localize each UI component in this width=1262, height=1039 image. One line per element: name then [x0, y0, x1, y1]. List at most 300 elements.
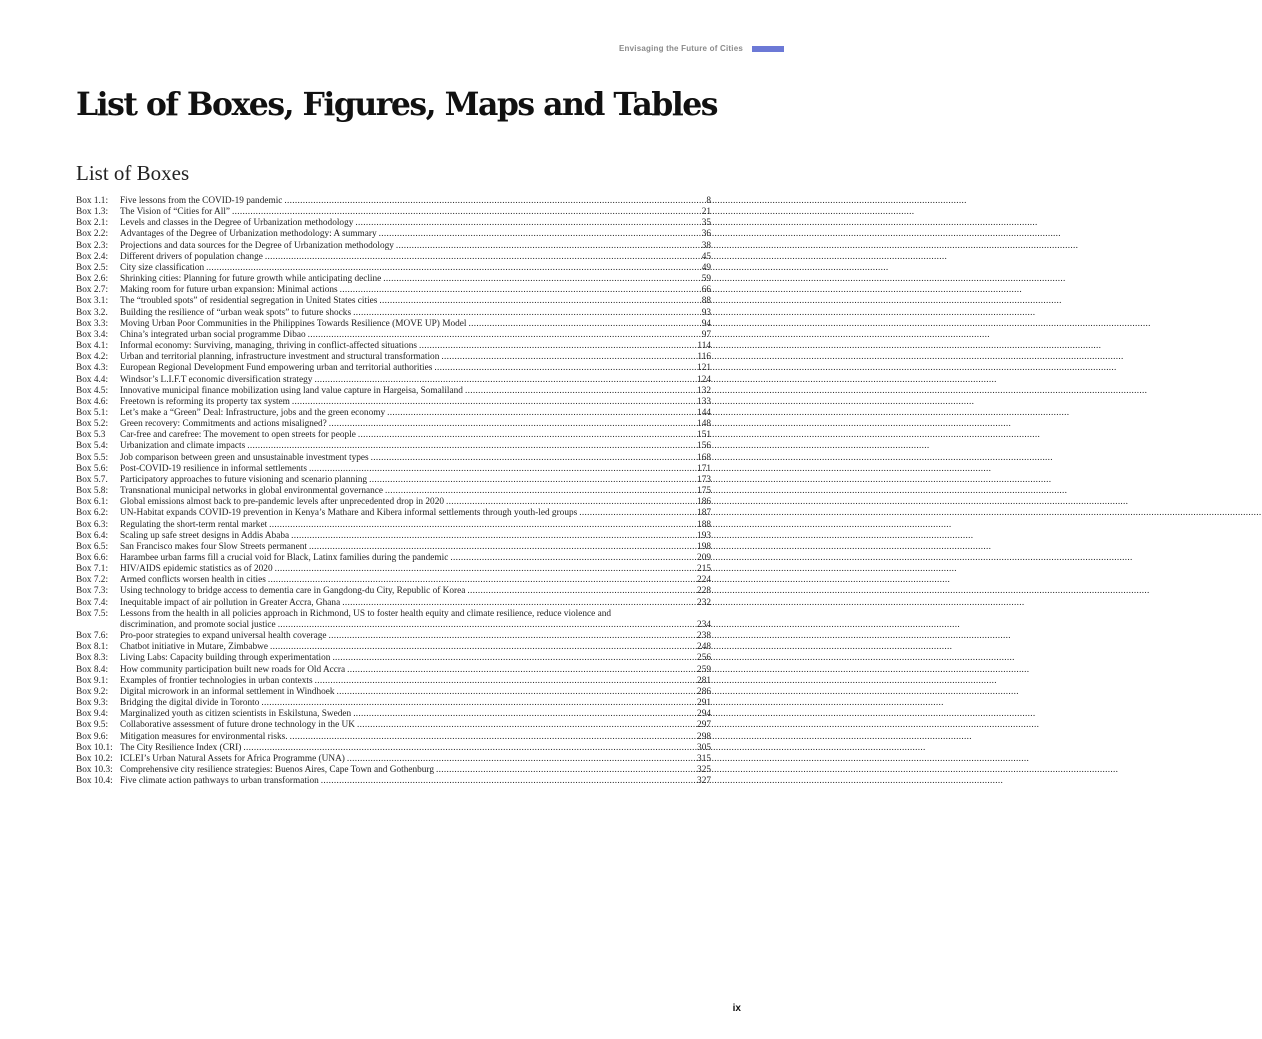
toc-entry-body	[120, 341, 711, 352]
toc-entry-title: The Vision of “Cities for All”	[120, 207, 231, 218]
toc-entry[interactable]	[76, 598, 711, 609]
toc-entry-number: Box 9.3:	[76, 698, 109, 709]
toc-entry[interactable]	[76, 263, 711, 274]
dot-leader	[268, 575, 696, 586]
dot-leader	[284, 196, 705, 207]
toc-entry-number: Box 10.4:	[76, 776, 113, 787]
toc-entry-title: Bridging the digital divide in Toronto	[120, 698, 260, 709]
toc-entry[interactable]	[76, 553, 711, 564]
toc-entry-body	[120, 642, 711, 653]
dot-leader	[269, 520, 696, 531]
toc-entry-line	[120, 252, 711, 263]
toc-entry-line	[120, 263, 711, 274]
dot-leader	[206, 263, 701, 274]
toc-entry[interactable]	[76, 709, 711, 720]
toc-entry-body	[120, 665, 711, 676]
toc-entry-number: Box 2.4:	[76, 251, 109, 262]
toc-entry-page: 148	[697, 419, 711, 430]
dot-leader	[270, 642, 696, 653]
toc-entry[interactable]	[76, 207, 711, 218]
toc-entry-body	[120, 464, 711, 475]
toc-entry-number: Box 7.6:	[76, 631, 109, 642]
toc-entry-title: Lessons from the health in all policies approach in Richmond, US to foster health equity and climate resilience, reduce violence and	[120, 608, 612, 619]
toc-entry-number: Box 5.8:	[76, 486, 109, 497]
dot-leader	[332, 653, 696, 664]
toc-entry-title: City size classification	[120, 262, 205, 273]
toc-entry-body	[120, 765, 711, 776]
dot-leader	[441, 352, 696, 363]
toc-entry-number: Box 9.2:	[76, 686, 109, 697]
toc-entry[interactable]	[76, 218, 711, 229]
toc-entry-line	[120, 308, 711, 319]
toc-entry-number: Box 5.5:	[76, 452, 109, 463]
toc-entry-number: Box 2.6:	[76, 274, 109, 285]
toc-entry-line	[120, 486, 711, 497]
running-header	[619, 44, 784, 53]
toc-entry[interactable]	[76, 252, 711, 263]
toc-entry-page: 209	[697, 553, 711, 563]
toc-entry-number: Box 4.5:	[76, 385, 109, 396]
toc-entry-number: Box 9.1:	[76, 675, 109, 686]
dot-leader	[387, 408, 696, 419]
toc-entry-page: 156	[697, 441, 711, 452]
toc-entry-line	[120, 464, 711, 475]
toc-entry[interactable]	[76, 497, 711, 508]
toc-entry-page: 228	[697, 586, 711, 597]
toc-entry[interactable]	[76, 520, 711, 531]
toc-entry-number: Box 7.3:	[76, 586, 109, 597]
toc-entry[interactable]	[76, 609, 711, 631]
dot-leader	[309, 542, 696, 553]
dot-leader	[275, 564, 696, 575]
toc-entry[interactable]	[76, 743, 711, 754]
toc-entry-line	[120, 241, 711, 252]
toc-entry-line	[120, 196, 711, 207]
toc-entry-line	[120, 430, 711, 441]
dot-leader	[355, 218, 700, 229]
toc-entry-body	[120, 653, 711, 664]
toc-entry-title: Building the resilience of “urban weak spots” to future shocks	[120, 307, 352, 318]
toc-entry[interactable]	[76, 653, 711, 664]
toc-entry-number: Box 4.6:	[76, 396, 109, 407]
toc-entry-page: 45	[701, 251, 711, 262]
toc-entry-title: UN-Habitat expands COVID-19 prevention in Kenya’s Mathare and Kibera informal settlements through youth-led groups	[120, 508, 578, 519]
toc-entry-title: The City Resilience Index (CRI)	[120, 742, 242, 753]
dot-leader	[371, 453, 696, 464]
toc-entry-page: 259	[697, 664, 711, 675]
toc-entry-line	[120, 586, 711, 597]
toc-entry-page: 59	[701, 274, 711, 285]
toc-entry-title: Harambee urban farms fill a crucial void for Black, Latinx families during the pandemic	[120, 553, 449, 563]
dot-leader	[321, 776, 696, 787]
toc-entry-line	[120, 620, 711, 631]
toc-entry-page: 8	[706, 196, 711, 206]
toc-entry[interactable]	[76, 575, 711, 586]
toc-entry-number: Box 7.5:	[76, 608, 109, 619]
toc-entry-line	[120, 408, 711, 419]
toc-entry-number: Box 7.4:	[76, 597, 109, 608]
toc-entry-body	[120, 698, 711, 709]
toc-entry-line	[120, 720, 711, 731]
toc-entry-title: Examples of frontier technologies in urban contexts	[120, 675, 313, 686]
toc-entry-number: Box 6.1:	[76, 497, 109, 508]
toc-entry[interactable]	[76, 386, 711, 397]
toc-entry-title: Post-COVID-19 resilience in informal settlements	[120, 463, 307, 474]
toc-entry-title: Scaling up safe street designs in Addis Ababa	[120, 530, 290, 541]
toc-entry-number: Box 5.4:	[76, 441, 109, 452]
toc-entry-title: The “troubled spots” of residential segregation in United States cities	[120, 296, 378, 307]
toc-entry-number: Box 3.1:	[76, 296, 109, 307]
toc-entry[interactable]	[76, 319, 711, 330]
dot-leader	[329, 419, 696, 430]
toc-entry-body	[120, 363, 711, 374]
toc-entry-line	[120, 520, 711, 531]
toc-entry-number: Box 1.3:	[76, 207, 109, 218]
toc-entry-title: Marginalized youth as citizen scientists in Eskilstuna, Sweden	[120, 709, 352, 720]
toc-entry-number: Box 8.3:	[76, 653, 109, 664]
toc-entry-line	[120, 743, 711, 754]
dot-leader	[385, 486, 696, 497]
toc-entry[interactable]	[76, 274, 711, 285]
toc-entry-page: 94	[701, 318, 711, 329]
toc-entry-line	[120, 631, 711, 642]
toc-entry[interactable]	[76, 397, 711, 408]
toc-entry-number: Box 6.6:	[76, 553, 109, 563]
toc-entry-number: Box 4.2:	[76, 352, 109, 363]
toc-entry-line	[120, 218, 711, 229]
section-heading: List of Boxes	[76, 161, 190, 185]
toc-entry-title: Green recovery: Commitments and actions misaligned?	[120, 419, 327, 430]
toc-entry-number: Box 10.2:	[76, 753, 113, 764]
toc-entry[interactable]	[76, 330, 711, 341]
toc-entry-title: Levels and classes in the Degree of Urbanization methodology	[120, 218, 354, 229]
toc-entry-body	[120, 218, 711, 229]
dot-leader	[265, 252, 701, 263]
toc-entry[interactable]	[76, 765, 711, 776]
toc-entry-title: Comprehensive city resilience strategies: Buenos Aires, Cape Town and Gothenburg	[120, 764, 434, 775]
toc-entry-body	[120, 397, 711, 408]
toc-entry-title: Urban and territorial planning, infrastructure investment and structural transformation	[120, 352, 440, 363]
toc-entry-line	[120, 665, 711, 676]
toc-entry-body	[120, 241, 711, 252]
toc-entry-number: Box 2.5:	[76, 262, 109, 273]
toc-entry-number: Box 2.7:	[76, 285, 109, 296]
dot-leader	[436, 765, 696, 776]
dot-leader	[357, 720, 696, 731]
dot-leader	[383, 274, 700, 285]
toc-entry[interactable]	[76, 776, 711, 787]
toc-entry-body	[120, 508, 711, 519]
toc-entry-page: 97	[701, 329, 711, 340]
toc-entry-number: Box 9.6:	[76, 731, 109, 742]
toc-entry-body	[120, 564, 711, 575]
toc-entry-line	[120, 732, 711, 743]
toc-entry-title: European Regional Development Fund empowering urban and territorial authorities	[120, 363, 433, 374]
toc-entry-number: Box 5.7.	[76, 474, 108, 485]
toc-entry-page: 88	[701, 296, 711, 307]
toc-entry[interactable]	[76, 229, 711, 240]
toc-entry[interactable]	[76, 196, 711, 207]
dot-leader	[467, 586, 696, 597]
toc-entry[interactable]	[76, 375, 711, 386]
toc-entry[interactable]	[76, 430, 711, 441]
toc-entry-line	[120, 564, 711, 575]
toc-entry-number: Box 10.3:	[76, 764, 113, 775]
toc-entry-body	[120, 319, 711, 330]
toc-entry-title: Digital microwork in an informal settlement in Windhoek	[120, 686, 335, 697]
toc-entry-page: 114	[697, 341, 711, 352]
toc-entry-page: 238	[697, 631, 711, 642]
toc-entry-page: 93	[701, 307, 711, 318]
toc-entry-title: Job comparison between green and unsustainable investment types	[120, 452, 369, 463]
toc-entry-line	[120, 352, 711, 363]
toc-entry[interactable]	[76, 352, 711, 363]
toc-entry-body	[120, 252, 711, 263]
toc-entry-line	[120, 285, 711, 296]
toc-entry-body	[120, 687, 711, 698]
toc-entry-line	[120, 642, 711, 653]
toc-entry-body	[120, 531, 711, 542]
toc-entry[interactable]	[76, 642, 711, 653]
toc-entry-title: Urbanization and climate impacts	[120, 441, 246, 452]
toc-entry-number: Box 4.3:	[76, 363, 109, 374]
toc-entry[interactable]	[76, 631, 711, 642]
toc-entry-title: Transnational municipal networks in global environmental governance	[120, 486, 384, 497]
toc-entry-title: Advantages of the Degree of Urbanization methodology: A summary	[120, 229, 377, 240]
toc-entry-number: Box 3.4:	[76, 329, 109, 340]
toc-entry-page: 124	[697, 374, 711, 385]
toc-entry[interactable]	[76, 453, 711, 464]
toc-entry-title: San Francisco makes four Slow Streets permanent	[120, 541, 307, 552]
toc-entry-body	[120, 720, 711, 731]
toc-entry-number: Box 2.1:	[76, 218, 109, 229]
toc-entry-title: Using technology to bridge access to dementia care in Gangdong-du City, Republic of Korea	[120, 586, 466, 597]
toc-entry-body	[120, 598, 711, 609]
toc-entry[interactable]	[76, 285, 711, 296]
toc-entry-number: Box 1.1:	[76, 196, 109, 206]
dot-leader	[396, 241, 701, 252]
toc-entry-page: 294	[697, 709, 711, 720]
toc-entry-line	[120, 575, 711, 586]
dot-leader	[358, 430, 696, 441]
toc-entry-page: 186	[697, 497, 711, 508]
toc-entry-page: 121	[697, 363, 711, 374]
toc-entry-line	[120, 497, 711, 508]
toc-entry[interactable]	[76, 341, 711, 352]
toc-entry-number: Box 3.2.	[76, 307, 108, 318]
toc-entry-title: Let’s make a “Green” Deal: Infrastructure, jobs and the green economy	[120, 407, 386, 418]
toc-entry-line	[120, 453, 711, 464]
toc-entry-line	[120, 553, 711, 564]
dot-leader	[243, 743, 696, 754]
toc-entry-page: 193	[697, 530, 711, 541]
running-title: Envisaging the Future of Cities	[619, 44, 743, 53]
toc-entry-title: Participatory approaches to future visioning and scenario planning	[120, 474, 368, 485]
toc-entry[interactable]	[76, 408, 711, 419]
toc-entry-line	[120, 709, 711, 720]
toc-entry-page: 248	[697, 642, 711, 653]
dot-leader	[469, 319, 701, 330]
toc-entry-page: 281	[697, 675, 711, 686]
accent-bar	[752, 46, 784, 52]
toc-entry-line	[120, 542, 711, 553]
toc-entry-page: 35	[701, 218, 711, 229]
toc-entry-number: Box 9.4:	[76, 709, 109, 720]
toc-entry[interactable]	[76, 676, 711, 687]
toc-entry[interactable]	[76, 296, 711, 307]
toc-entry-title: Innovative municipal finance mobilization using land value capture in Hargeisa, Somaliland	[120, 385, 463, 396]
toc-entry-number: Box 7.2:	[76, 575, 109, 586]
dot-leader	[329, 631, 697, 642]
toc-entry-line	[120, 653, 711, 664]
toc-entry-page: 298	[697, 731, 711, 742]
toc-entry-body	[120, 386, 711, 397]
dot-leader	[446, 497, 696, 508]
toc-entry-page: 187	[697, 508, 711, 519]
toc-entry-line	[120, 776, 711, 787]
toc-entry-body	[120, 575, 711, 586]
toc-entry-body	[120, 408, 711, 419]
dot-leader	[308, 330, 701, 341]
toc-entry[interactable]	[76, 464, 711, 475]
dot-leader	[353, 308, 701, 319]
toc-entry-body	[120, 520, 711, 531]
toc-entry-line	[120, 419, 711, 430]
toc-entry[interactable]	[76, 531, 711, 542]
toc-entry-body	[120, 486, 711, 497]
toc-entry[interactable]	[76, 732, 711, 743]
toc-entry-number: Box 6.5:	[76, 541, 109, 552]
toc-entry-body	[120, 631, 711, 642]
toc-entry-line	[120, 341, 711, 352]
toc-entry-page: 36	[701, 229, 711, 240]
toc-entry[interactable]	[76, 564, 711, 575]
toc-entry-title: Chatbot initiative in Mutare, Zimbabwe	[120, 642, 268, 653]
toc-entry-number: Box 6.2:	[76, 508, 109, 519]
toc-entry-title: Armed conflicts worsen health in cities	[120, 575, 266, 586]
toc-entry-number: Box 5.6:	[76, 463, 109, 474]
toc-entry-page: 173	[697, 474, 711, 485]
page-number: ix	[732, 1003, 741, 1014]
toc-entry-line	[120, 531, 711, 542]
toc-entry-body	[120, 609, 711, 631]
dot-leader	[292, 397, 696, 408]
toc-entry[interactable]	[76, 363, 711, 374]
toc-entry[interactable]	[76, 586, 711, 597]
toc-entry[interactable]	[76, 698, 711, 709]
toc-entry-body	[120, 776, 711, 787]
toc-entry[interactable]	[76, 508, 711, 519]
toc-entry-line	[120, 296, 711, 307]
toc-entry[interactable]	[76, 475, 711, 486]
toc-entry-title: Projections and data sources for the Degree of Urbanization methodology	[120, 240, 394, 251]
toc-entry-number: Box 9.5:	[76, 720, 109, 731]
toc-entry-title: Moving Urban Poor Communities in the Philippines Towards Resilience (MOVE UP) Model	[120, 318, 467, 329]
toc-entry-number: Box 4.4:	[76, 374, 109, 385]
toc-entry[interactable]	[76, 754, 711, 765]
toc-entry-body	[120, 375, 711, 386]
toc-entry-title: Freetown is reforming its property tax system	[120, 396, 290, 407]
toc-entry-line	[120, 598, 711, 609]
toc-entry-number: Box 2.2:	[76, 229, 109, 240]
toc-entry-page: 256	[697, 653, 711, 664]
toc-entry-title: Different drivers of population change	[120, 251, 263, 262]
dot-leader	[379, 296, 700, 307]
toc-entry[interactable]	[76, 441, 711, 452]
dot-leader	[579, 508, 696, 519]
toc-entry-line	[120, 687, 711, 698]
toc-entry-title: ICLEI’s Urban Natural Assets for Africa Programme (UNA)	[120, 753, 345, 764]
dot-leader	[347, 754, 696, 765]
toc-entry-page: 171	[697, 463, 711, 474]
toc-entry-page: 286	[697, 686, 711, 697]
toc-entry-title: Regulating the short-term rental market	[120, 519, 268, 530]
toc-entry[interactable]	[76, 687, 711, 698]
toc-entry[interactable]	[76, 542, 711, 553]
toc-entry-title: Living Labs: Capacity building through experimentation	[120, 653, 331, 664]
dot-leader	[261, 698, 696, 709]
dot-leader	[291, 531, 696, 542]
dot-leader	[342, 598, 696, 609]
toc-entry-body	[120, 330, 711, 341]
dot-leader	[232, 207, 701, 218]
dot-leader	[379, 229, 701, 240]
toc-entry-line	[120, 274, 711, 285]
dot-leader	[315, 676, 696, 687]
dot-leader	[314, 375, 696, 386]
toc-entry-body	[120, 274, 711, 285]
toc-entry-page: 325	[697, 764, 711, 775]
dot-leader	[290, 732, 696, 743]
toc-entry-body	[120, 296, 711, 307]
dot-leader	[337, 687, 697, 698]
toc-entry-body	[120, 196, 711, 207]
toc-entry-title: Shrinking cities: Planning for future growth while anticipating decline	[120, 274, 382, 285]
toc-entry-page: 49	[701, 262, 711, 273]
toc-entry-line	[120, 375, 711, 386]
toc-entry[interactable]	[76, 419, 711, 430]
toc-entry-page: 188	[697, 519, 711, 530]
toc-entry-number: Box 8.1:	[76, 642, 109, 653]
toc-entry-body	[120, 475, 711, 486]
toc-entry[interactable]	[76, 241, 711, 252]
toc-entry-line	[120, 441, 711, 452]
toc-entry-page: 21	[701, 207, 711, 218]
toc-entry-title: How community participation built new roads for Old Accra	[120, 664, 346, 675]
page-title: List of Boxes, Figures, Maps and Tables	[76, 86, 717, 123]
toc-entry-title: Five climate action pathways to urban transformation	[120, 776, 319, 787]
toc-entry-page: 297	[697, 720, 711, 731]
toc-entry-body	[120, 743, 711, 754]
toc-entry-page: 144	[697, 407, 711, 418]
toc-entry-body	[120, 419, 711, 430]
list-of-boxes	[76, 196, 711, 787]
dot-leader	[340, 285, 701, 296]
toc-entry-body	[120, 308, 711, 319]
toc-entry-line	[120, 386, 711, 397]
toc-entry[interactable]	[76, 308, 711, 319]
toc-entry[interactable]	[76, 665, 711, 676]
toc-entry[interactable]	[76, 720, 711, 731]
toc-entry-body	[120, 754, 711, 765]
toc-entry-number: Box 10.1:	[76, 742, 113, 753]
toc-entry-body	[120, 709, 711, 720]
toc-entry[interactable]	[76, 486, 711, 497]
toc-entry-line	[120, 508, 711, 519]
toc-entry-body	[120, 207, 711, 218]
toc-entry-page: 151	[697, 430, 711, 441]
toc-entry-number: Box 3.3:	[76, 318, 109, 329]
